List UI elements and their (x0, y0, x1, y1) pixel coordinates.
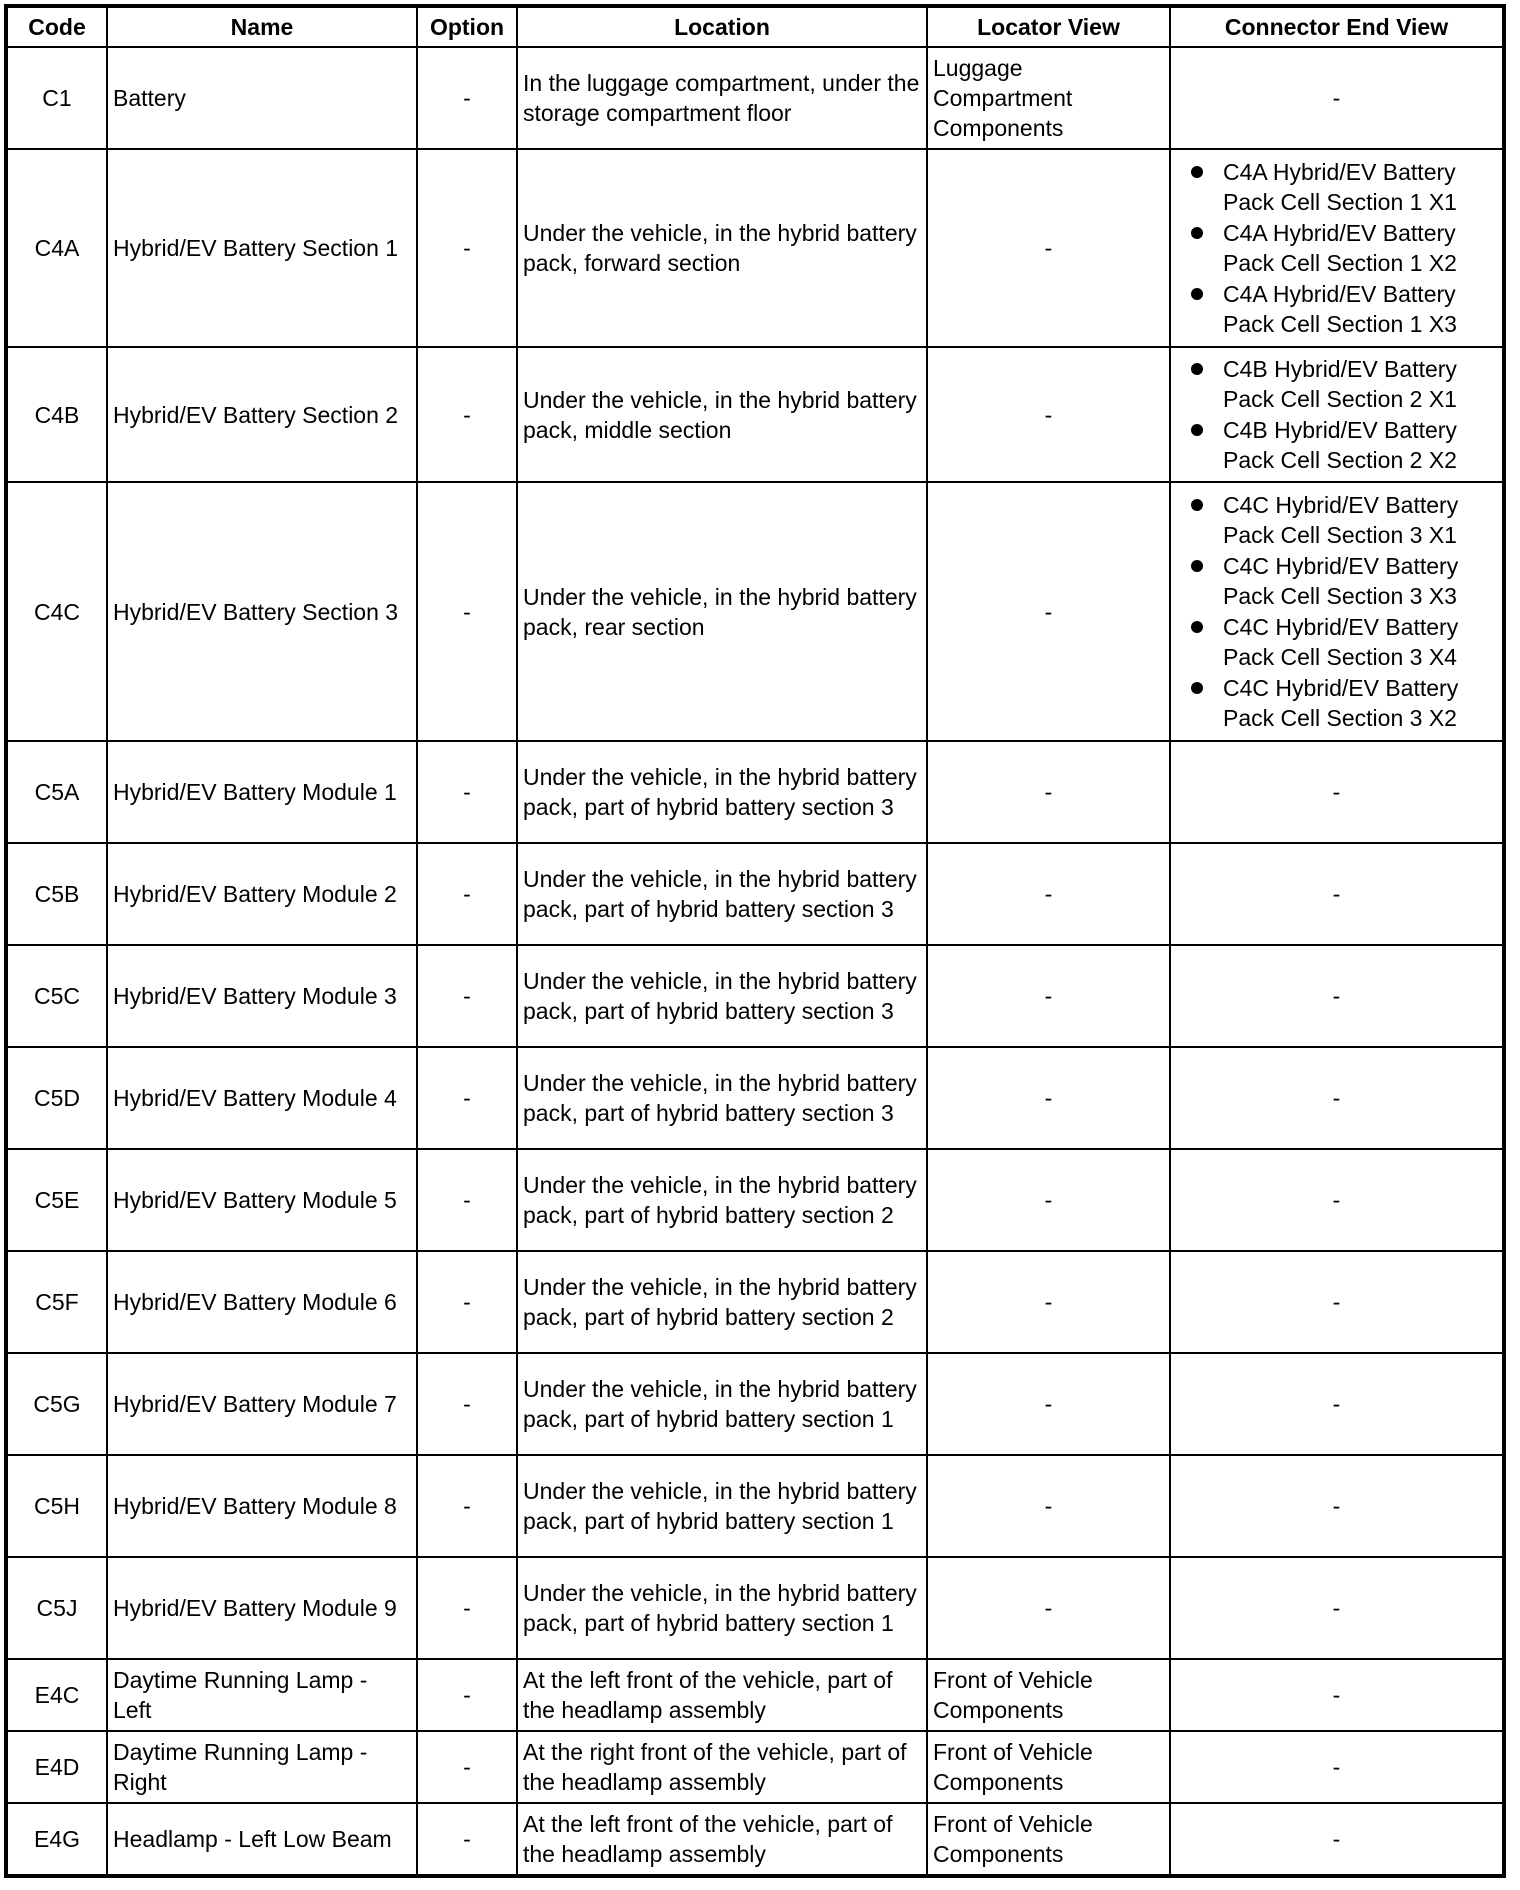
bullet-icon (1191, 166, 1203, 178)
connector-list (1191, 157, 1492, 339)
cell-option: - (417, 149, 517, 347)
bullet-icon (1191, 621, 1203, 633)
cell-location: In the luggage compartment, under the storage compartment floor (517, 47, 927, 149)
bullet-icon (1191, 682, 1203, 694)
cell-option: - (417, 1659, 517, 1731)
cell-location: Under the vehicle, in the hybrid battery pack, part of hybrid battery section 1 (517, 1353, 927, 1455)
cell-code: C5B (7, 843, 107, 945)
header-connector-end-view: Connector End View (1170, 7, 1503, 47)
cell-connector-end-view: - (1170, 1047, 1503, 1149)
cell-location: Under the vehicle, in the hybrid battery pack, part of hybrid battery section 2 (517, 1149, 927, 1251)
cell-location: At the left front of the vehicle, part of the headlamp assembly (517, 1803, 927, 1875)
table-row (7, 1353, 1503, 1455)
cell-locator-view: - (927, 843, 1170, 945)
bullet-icon (1191, 288, 1203, 300)
connector-list (1191, 490, 1492, 733)
cell-location: Under the vehicle, in the hybrid battery pack, part of hybrid battery section 2 (517, 1251, 927, 1353)
cell-locator-view: - (927, 482, 1170, 741)
cell-connector-end-view: - (1170, 741, 1503, 843)
cell-code: E4D (7, 1731, 107, 1803)
cell-locator-view: - (927, 1557, 1170, 1659)
cell-name: Hybrid/EV Battery Module 2 (107, 843, 417, 945)
cell-code: C5J (7, 1557, 107, 1659)
cell-connector-end-view: - (1170, 945, 1503, 1047)
bullet-icon (1191, 560, 1203, 572)
connector-list-item (1191, 354, 1492, 414)
connector-label: C4C Hybrid/EV Battery Pack Cell Section 3 X4 (1223, 614, 1459, 670)
table-row (7, 1803, 1503, 1875)
cell-name: Daytime Running Lamp - Right (107, 1731, 417, 1803)
cell-code: E4G (7, 1803, 107, 1875)
table-row (7, 1251, 1503, 1353)
cell-connector-end-view (1170, 347, 1503, 482)
cell-locator-view: Front of Vehicle Components (927, 1659, 1170, 1731)
cell-name: Hybrid/EV Battery Section 1 (107, 149, 417, 347)
cell-locator-view: - (927, 1149, 1170, 1251)
connector-list-item (1191, 490, 1492, 550)
table-row (7, 945, 1503, 1047)
table-row (7, 482, 1503, 741)
table-row (7, 1149, 1503, 1251)
cell-option: - (417, 347, 517, 482)
connector-label: C4B Hybrid/EV Battery Pack Cell Section 2 X1 (1223, 356, 1457, 412)
cell-connector-end-view (1170, 149, 1503, 347)
cell-location: Under the vehicle, in the hybrid battery pack, part of hybrid battery section 3 (517, 945, 927, 1047)
cell-option: - (417, 1455, 517, 1557)
cell-locator-view: - (927, 1353, 1170, 1455)
cell-option: - (417, 1557, 517, 1659)
cell-locator-view: - (927, 1251, 1170, 1353)
connector-list (1191, 354, 1492, 475)
cell-name: Hybrid/EV Battery Module 5 (107, 1149, 417, 1251)
cell-connector-end-view: - (1170, 1803, 1503, 1875)
connector-list-item (1191, 673, 1492, 733)
connector-list-item (1191, 279, 1492, 339)
cell-option: - (417, 1149, 517, 1251)
header-location: Location (517, 7, 927, 47)
cell-option: - (417, 1353, 517, 1455)
cell-name: Hybrid/EV Battery Module 4 (107, 1047, 417, 1149)
bullet-icon (1191, 363, 1203, 375)
cell-location: Under the vehicle, in the hybrid battery pack, middle section (517, 347, 927, 482)
header-code: Code (7, 7, 107, 47)
cell-locator-view: Luggage Compartment Components (927, 47, 1170, 149)
cell-code: E4C (7, 1659, 107, 1731)
cell-connector-end-view (1170, 482, 1503, 741)
header-option: Option (417, 7, 517, 47)
cell-option: - (417, 945, 517, 1047)
cell-name: Hybrid/EV Battery Module 1 (107, 741, 417, 843)
cell-name: Hybrid/EV Battery Module 9 (107, 1557, 417, 1659)
cell-locator-view: - (927, 945, 1170, 1047)
bullet-icon (1191, 499, 1203, 511)
cell-code: C5H (7, 1455, 107, 1557)
cell-locator-view: Front of Vehicle Components (927, 1803, 1170, 1875)
cell-option: - (417, 1803, 517, 1875)
cell-name: Hybrid/EV Battery Section 3 (107, 482, 417, 741)
connector-label: C4C Hybrid/EV Battery Pack Cell Section 3 X3 (1223, 553, 1459, 609)
cell-option: - (417, 843, 517, 945)
table-body (7, 47, 1503, 1875)
table-row (7, 843, 1503, 945)
cell-code: C1 (7, 47, 107, 149)
connector-list-item (1191, 218, 1492, 278)
header-name: Name (107, 7, 417, 47)
cell-name: Headlamp - Left Low Beam (107, 1803, 417, 1875)
cell-location: Under the vehicle, in the hybrid battery pack, part of hybrid battery section 1 (517, 1557, 927, 1659)
cell-option: - (417, 1731, 517, 1803)
cell-locator-view: Front of Vehicle Components (927, 1731, 1170, 1803)
cell-locator-view: - (927, 149, 1170, 347)
cell-locator-view: - (927, 347, 1170, 482)
cell-locator-view: - (927, 1047, 1170, 1149)
header-locator-view: Locator View (927, 7, 1170, 47)
table-row (7, 1557, 1503, 1659)
cell-code: C4C (7, 482, 107, 741)
connector-list-item (1191, 551, 1492, 611)
connector-list-item (1191, 157, 1492, 217)
cell-location: At the right front of the vehicle, part of the headlamp assembly (517, 1731, 927, 1803)
cell-code: C5G (7, 1353, 107, 1455)
cell-connector-end-view: - (1170, 1557, 1503, 1659)
bullet-icon (1191, 424, 1203, 436)
cell-option: - (417, 1251, 517, 1353)
table-row (7, 149, 1503, 347)
cell-option: - (417, 47, 517, 149)
cell-name: Hybrid/EV Battery Module 7 (107, 1353, 417, 1455)
cell-code: C4A (7, 149, 107, 347)
table-row (7, 1659, 1503, 1731)
cell-connector-end-view: - (1170, 1251, 1503, 1353)
connector-label: C4B Hybrid/EV Battery Pack Cell Section 2 X2 (1223, 417, 1457, 473)
cell-locator-view: - (927, 741, 1170, 843)
cell-locator-view: - (927, 1455, 1170, 1557)
cell-name: Battery (107, 47, 417, 149)
cell-connector-end-view: - (1170, 1455, 1503, 1557)
cell-location: Under the vehicle, in the hybrid battery pack, part of hybrid battery section 3 (517, 741, 927, 843)
table-row (7, 1047, 1503, 1149)
cell-option: - (417, 741, 517, 843)
cell-name: Hybrid/EV Battery Module 3 (107, 945, 417, 1047)
cell-code: C5C (7, 945, 107, 1047)
cell-location: Under the vehicle, in the hybrid battery pack, rear section (517, 482, 927, 741)
connector-label: C4C Hybrid/EV Battery Pack Cell Section 3 X2 (1223, 675, 1459, 731)
table-row (7, 1731, 1503, 1803)
cell-connector-end-view: - (1170, 1659, 1503, 1731)
cell-connector-end-view: - (1170, 1149, 1503, 1251)
cell-connector-end-view: - (1170, 843, 1503, 945)
connector-label: C4A Hybrid/EV Battery Pack Cell Section 1 X1 (1223, 159, 1457, 215)
connector-label: C4C Hybrid/EV Battery Pack Cell Section 3 X1 (1223, 492, 1459, 548)
cell-option: - (417, 1047, 517, 1149)
cell-name: Hybrid/EV Battery Section 2 (107, 347, 417, 482)
cell-connector-end-view: - (1170, 47, 1503, 149)
connector-label: C4A Hybrid/EV Battery Pack Cell Section 1 X2 (1223, 220, 1457, 276)
connector-list-item (1191, 612, 1492, 672)
header-row (7, 7, 1503, 47)
cell-option: - (417, 482, 517, 741)
cell-location: Under the vehicle, in the hybrid battery pack, part of hybrid battery section 3 (517, 843, 927, 945)
cell-code: C5E (7, 1149, 107, 1251)
bullet-icon (1191, 227, 1203, 239)
cell-connector-end-view: - (1170, 1731, 1503, 1803)
table-row (7, 347, 1503, 482)
connector-table (6, 6, 1504, 1876)
cell-location: Under the vehicle, in the hybrid battery pack, part of hybrid battery section 3 (517, 1047, 927, 1149)
cell-code: C5A (7, 741, 107, 843)
cell-code: C5D (7, 1047, 107, 1149)
cell-location: Under the vehicle, in the hybrid battery pack, part of hybrid battery section 1 (517, 1455, 927, 1557)
table-row (7, 741, 1503, 843)
cell-name: Daytime Running Lamp - Left (107, 1659, 417, 1731)
connector-label: C4A Hybrid/EV Battery Pack Cell Section 1 X3 (1223, 281, 1457, 337)
cell-code: C5F (7, 1251, 107, 1353)
table-row (7, 1455, 1503, 1557)
cell-name: Hybrid/EV Battery Module 8 (107, 1455, 417, 1557)
cell-name: Hybrid/EV Battery Module 6 (107, 1251, 417, 1353)
cell-location: At the left front of the vehicle, part of the headlamp assembly (517, 1659, 927, 1731)
cell-code: C4B (7, 347, 107, 482)
cell-connector-end-view: - (1170, 1353, 1503, 1455)
connector-list-item (1191, 415, 1492, 475)
table-row (7, 47, 1503, 149)
cell-location: Under the vehicle, in the hybrid battery pack, forward section (517, 149, 927, 347)
